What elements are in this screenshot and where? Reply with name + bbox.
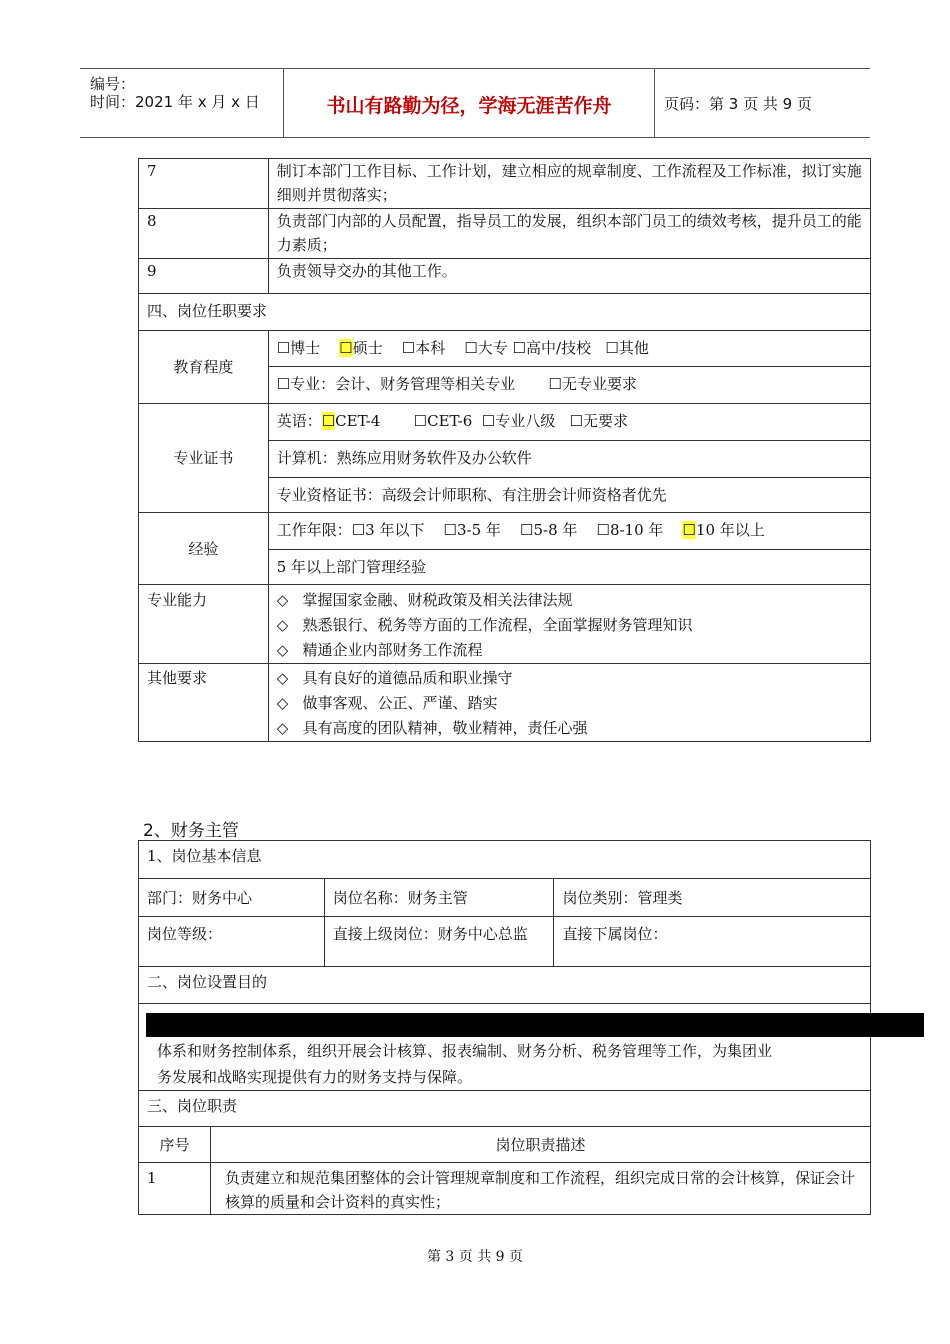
option-bachelor[interactable]: ☐本科 — [401, 339, 446, 357]
option-gt10[interactable]: ☐10 年以上 — [682, 521, 765, 539]
option-master[interactable]: ☐硕士 — [339, 339, 383, 357]
list-item: ◇ 具有良好的道德品质和职业操守 — [276, 669, 513, 687]
purpose-line: 体系和财务控制体系，组织开展会计核算、报表编制、财务分析、税务管理等工作，为集团业 — [157, 1042, 773, 1060]
header-left — [80, 69, 284, 137]
list-item: ◇ 精通企业内部财务工作流程 — [276, 641, 483, 659]
subordinate: 直接下属岗位： — [554, 917, 871, 967]
page-footer: 第 3 页 共 9 页 — [426, 1249, 524, 1265]
option-doctor[interactable]: ☐博士 — [276, 339, 321, 357]
page-header — [80, 68, 870, 138]
education-label: 教育程度 — [139, 331, 269, 404]
dept: 部门：财务中心 — [139, 879, 325, 917]
major-options — [268, 367, 870, 404]
other-list — [268, 664, 870, 742]
certificate-label: 专业证书 — [139, 404, 269, 513]
option-no-major[interactable]: ☐无专业要求 — [548, 375, 638, 393]
purpose-title: 二、岗位设置目的 — [139, 967, 871, 1004]
duty-title: 三、岗位职责 — [139, 1091, 871, 1127]
duty-text: 负责领导交办的其他工作。 — [268, 259, 870, 294]
superior: 直接上级岗位：财务中心总监 — [324, 917, 554, 967]
option-cet6[interactable]: ☐CET-6 — [413, 412, 473, 430]
motto-text: 书山有路勤为径，学海无涯苦作舟 — [326, 95, 612, 117]
duty-text: 负责部门内部的人员配置，指导员工的发展，组织本部门员工的绩效考核，提升员工的能力素质； — [268, 209, 870, 259]
option-8-10[interactable]: ☐8-10 年 — [596, 521, 664, 539]
code-label: 编号： — [90, 75, 136, 93]
option-college[interactable]: ☐大专 — [464, 339, 508, 357]
col-desc-header: 岗位职责描述 — [210, 1127, 870, 1163]
ability-list — [268, 585, 870, 664]
duty-row — [139, 159, 871, 209]
duty-no: 8 — [139, 209, 269, 259]
list-item: ◇ 做事客观、公正、严谨、踏实 — [276, 694, 498, 712]
basic-info-title: 1、岗位基本信息 — [139, 841, 871, 879]
option-cet4[interactable]: ☐CET-4 — [321, 412, 381, 430]
duty-text: 制订本部门工作目标、工作计划，建立相应的规章制度、工作流程及工作标准，拟订实施细则并贯彻落实； — [268, 159, 870, 209]
col-no-header: 序号 — [139, 1127, 211, 1163]
duty-no: 9 — [139, 259, 269, 294]
section2-title: 2、财务主管 — [143, 821, 239, 841]
ability-label: 专业能力 — [139, 585, 269, 664]
computer-req: 计算机：熟练应用财务软件及办公软件 — [268, 441, 870, 478]
post-name: 岗位名称：财务主管 — [324, 879, 554, 917]
header-motto — [284, 69, 655, 137]
purpose-line: 务发展和战略实现提供有力的财务支持与保障。 — [157, 1068, 473, 1086]
option-5-8[interactable]: ☐5-8 年 — [520, 521, 578, 539]
option-no-req[interactable]: ☐无要求 — [569, 412, 629, 430]
option-3-5[interactable]: ☐3-5 年 — [443, 521, 501, 539]
education-options — [268, 331, 870, 367]
time-label: 时间：2021 年 x 月 x 日 — [90, 93, 260, 111]
option-lt3[interactable]: ☐3 年以下 — [351, 521, 425, 539]
post-type: 岗位类别：管理类 — [554, 879, 871, 917]
requirements-table — [138, 158, 871, 742]
option-tem8[interactable]: ☐专业八级 — [481, 412, 556, 430]
option-other[interactable]: ☐其他 — [605, 339, 649, 357]
option-highschool[interactable]: ☐高中/技校 — [512, 339, 592, 357]
qualification-req: 专业资格证书：高级会计师职称、有注册会计师资格者优先 — [268, 478, 870, 513]
other-label: 其他要求 — [139, 664, 269, 742]
english-options: 英语：☐CET-4 ☐CET-6 ☐专业八级 ☐无要求 — [268, 404, 870, 441]
duty-row — [139, 209, 871, 259]
duty-row — [139, 259, 871, 294]
post-grade: 岗位等级： — [139, 917, 325, 967]
option-major[interactable]: ☐专业：会计、财务管理等相关专业 — [276, 375, 516, 393]
duty-no: 7 — [139, 159, 269, 209]
years-options: 工作年限：☐3 年以下 ☐3-5 年 ☐5-8 年 ☐8-10 年 ☐10 年以上 — [268, 513, 870, 550]
duty-text: 负责建立和规范集团整体的会计管理规章制度和工作流程，组织完成日常的会计核算，保证会计核算的质量和会计资料的真实性； — [210, 1163, 870, 1215]
header-right — [655, 69, 870, 137]
page-info: 页码：第 3 页 共 9 页 — [664, 95, 812, 113]
list-item: ◇ 具有高度的团队精神，敬业精神，责任心强 — [276, 719, 588, 737]
list-item: ◇ 熟悉银行、税务等方面的工作流程，全面掌握财务管理知识 — [276, 616, 693, 634]
mgmt-experience: 5 年以上部门管理经验 — [268, 550, 870, 585]
duty-no: 1 — [139, 1163, 211, 1215]
section4-title: 四、岗位任职要求 — [139, 294, 871, 331]
redaction-bar — [146, 1013, 924, 1037]
list-item: ◇ 掌握国家金融、财税政策及相关法律法规 — [276, 591, 573, 609]
experience-label: 经验 — [139, 513, 269, 585]
